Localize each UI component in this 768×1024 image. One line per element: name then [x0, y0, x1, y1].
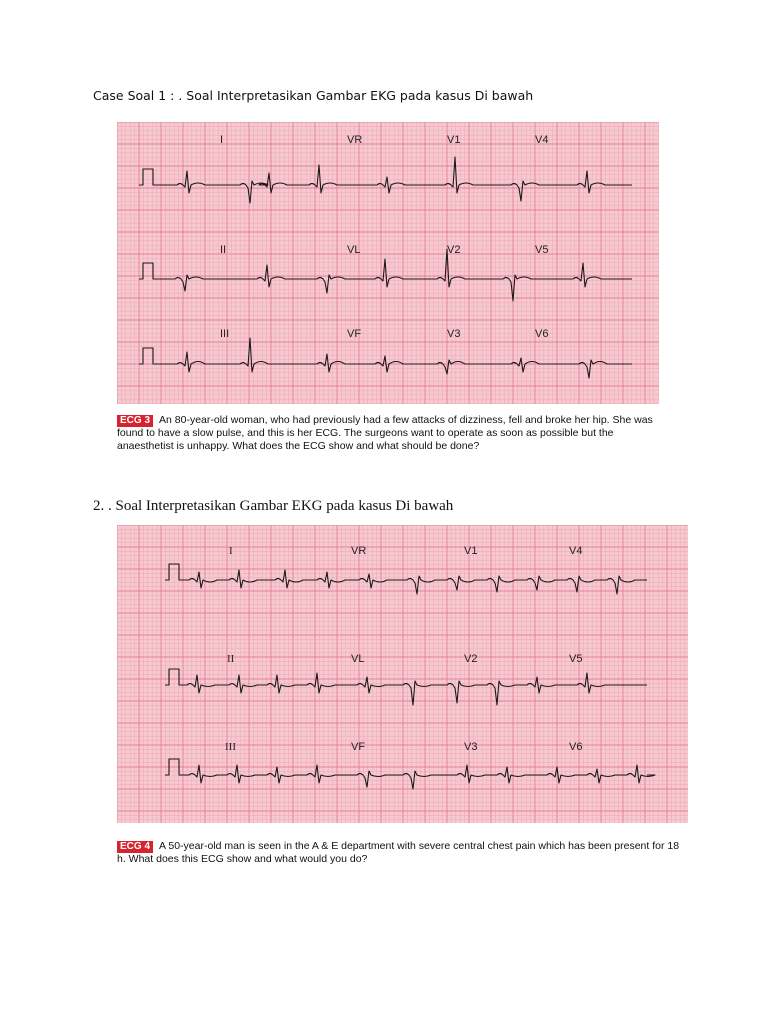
lead-label-v2: V2 [447, 244, 461, 256]
lead-label-v2: V2 [464, 653, 478, 665]
lead-label-vr: VR [347, 134, 363, 146]
lead-label-ii: II [220, 244, 227, 256]
lead-label-v1: V1 [447, 134, 461, 146]
case-1-heading: Case Soal 1 : . Soal Interpretasikan Gambar EKG pada kasus Di bawah [93, 88, 534, 103]
ecg-4-strip [117, 525, 688, 823]
lead-label-v3: V3 [464, 741, 478, 753]
ecg-4-caption-text: A 50-year-old man is seen in the A & E department with severe central chest pain which has been present for 18 h. What does this ECG show and what would you do? [117, 840, 680, 865]
lead-label-vl: VL [347, 244, 361, 256]
lead-label-v3: V3 [447, 328, 461, 340]
ecg-3-tracing [117, 122, 659, 404]
ecg-3-caption-text: An 80-year-old woman, who had previously had a few attacks of dizziness, fell and broke her hip. She was found to have a slow pulse, and this is her ECG. The surgeons want to operate as soon as possible but the anaesthetist is unhappy. What does the ECG show and what should be done? [117, 414, 653, 452]
lead-label-vl: VL [351, 653, 365, 665]
ecg-4-tracing [117, 525, 688, 823]
case-2-heading: 2. . Soal Interpretasikan Gambar EKG pada kasus Di bawah [93, 498, 454, 514]
lead-label-i: I [229, 545, 233, 557]
lead-label-iii: III [220, 328, 230, 340]
lead-label-v6: V6 [535, 328, 549, 340]
ecg-3-caption [117, 414, 657, 453]
ecg-4-label: ECG 4 [117, 841, 153, 853]
lead-label-v4: V4 [535, 134, 549, 146]
lead-label-vf: VF [347, 328, 362, 340]
lead-label-ii: II [227, 653, 235, 665]
lead-label-vr: VR [351, 545, 367, 557]
lead-label-v1: V1 [464, 545, 478, 557]
lead-label-v5: V5 [569, 653, 583, 665]
ecg-3-strip [117, 122, 659, 404]
lead-label-i: I [220, 134, 224, 146]
lead-label-v5: V5 [535, 244, 549, 256]
ecg-3-label: ECG 3 [117, 415, 153, 427]
lead-label-vf: VF [351, 741, 366, 753]
lead-label-v4: V4 [569, 545, 583, 557]
lead-label-iii: III [225, 741, 236, 753]
lead-label-v6: V6 [569, 741, 583, 753]
ecg-4-caption [117, 840, 689, 866]
